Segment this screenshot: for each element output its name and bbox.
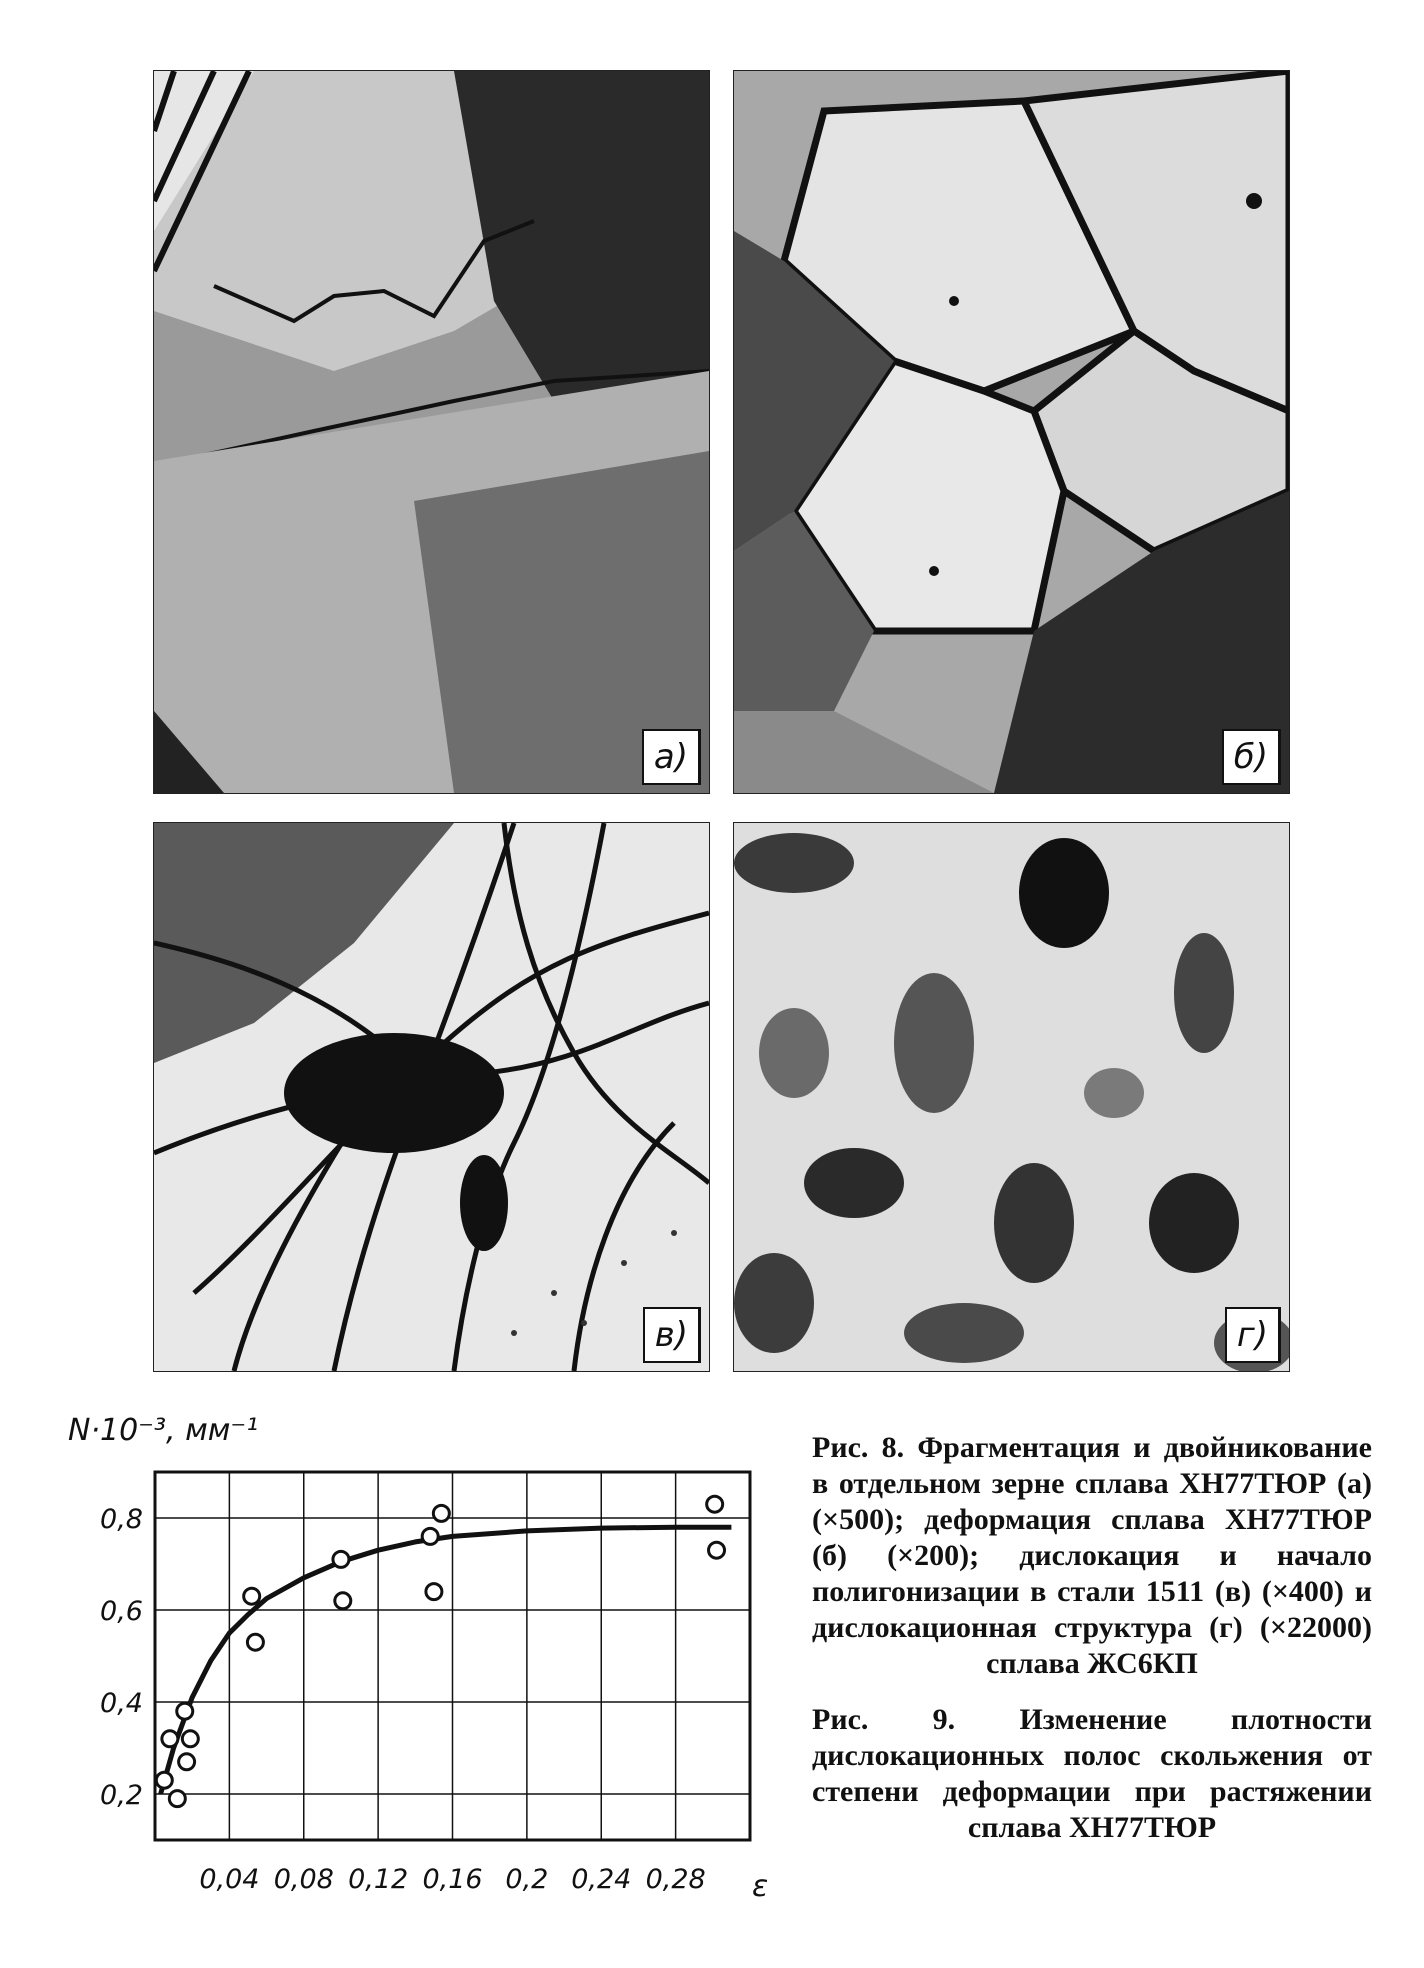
data-point [709,1542,725,1558]
x-tick-label: 0,04 [199,1864,260,1895]
panel-label-g: г) [1225,1307,1281,1363]
data-point [169,1791,185,1807]
data-point [333,1551,349,1567]
figure9-caption: Рис. 9. Изменение плотности дислокационных полос скольжения от степени деформации при растяжении сплава ХН77ТЮР [812,1703,1372,1844]
y-tick-label: 0,4 [100,1688,143,1719]
y-tick-label: 0,2 [100,1780,143,1811]
panel-label-v: в) [643,1307,701,1363]
data-point [162,1731,178,1747]
photo-panel-v [153,822,710,1372]
y-tick-label: 0,8 [100,1504,143,1535]
micrograph-b-image [734,71,1289,793]
data-point [335,1593,351,1609]
data-point [177,1703,193,1719]
data-point [182,1731,198,1747]
micrograph-v-image [154,823,709,1371]
micrograph-a-image [154,71,709,793]
data-point [433,1505,449,1521]
x-tick-label: 0,2 [505,1864,549,1895]
data-point [244,1588,260,1604]
photo-panel-g [733,822,1290,1372]
figure9-chart [60,1410,780,1930]
data-point [179,1754,195,1770]
x-tick-label: 0,28 [645,1864,706,1895]
x-tick-label: 0,24 [571,1864,632,1895]
y-tick-label: 0,6 [100,1596,143,1627]
photo-panel-a [153,70,710,794]
x-axis-label: ε [752,1869,769,1904]
photo-panel-b [733,70,1290,794]
micrograph-g-image [734,823,1289,1371]
panel-label-a: а) [642,729,701,785]
fit-curve [161,1527,732,1794]
figure8-caption: Рис. 8. Фрагментация и двойникование в отдельном зерне сплава ХН77ТЮР (а) (×500); деформация сплава ХН77ТЮР (б) (×200); дислокация и начало полигонизации в стали 1511 (в) (×400) и дислокационная структура (г) (×22000) сплава ЖС6КП [812,1431,1372,1680]
data-point [707,1496,723,1512]
data-point [247,1634,263,1650]
data-point [426,1584,442,1600]
data-point [156,1772,172,1788]
x-tick-label: 0,16 [422,1864,483,1895]
data-point [422,1528,438,1544]
x-tick-label: 0,12 [348,1864,409,1895]
x-tick-label: 0,08 [273,1864,334,1895]
y-axis-label: N·10⁻³, мм⁻¹ [68,1413,259,1448]
panel-label-b: б) [1222,729,1281,785]
